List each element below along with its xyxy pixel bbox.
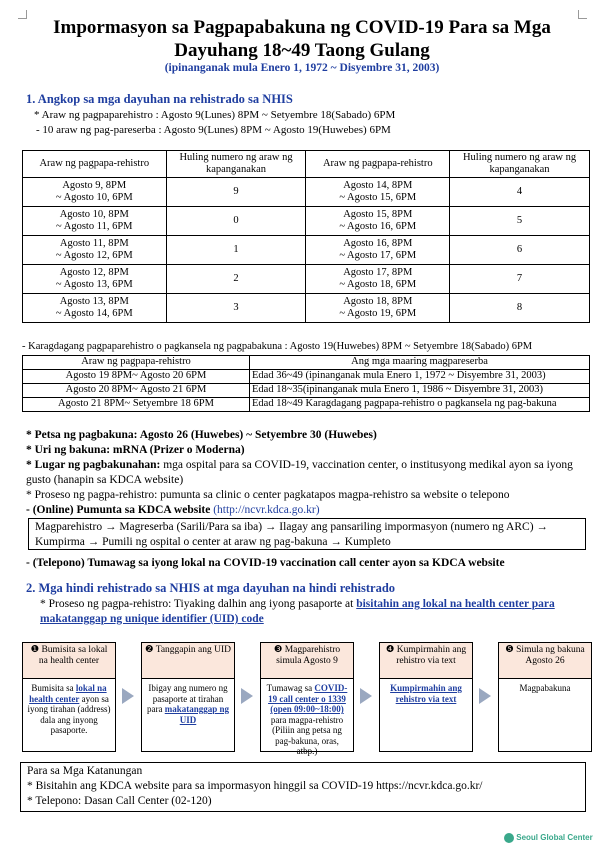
arrow-right-icon [360,688,372,704]
table-cell [306,207,450,236]
inquiries-box [20,762,586,812]
step-link: Kumpirmahin ang rehistro via text [390,683,462,704]
table-cell [450,236,590,265]
step-heading: ❷ Tanggapin ang UID [142,643,234,679]
table-cell [450,207,590,236]
logo-icon [504,833,514,843]
step-5 [498,642,592,752]
cell-text: 3 [233,301,239,313]
table-cell [166,236,306,265]
table-header: Araw ng pagpapa-rehistro [23,151,167,178]
step-body [23,679,115,740]
step-3 [260,642,354,756]
table-cell [23,265,167,294]
table-cell [23,370,250,384]
cell-text: Agosto 17, 8PM [343,266,413,278]
cell-text: Agosto 15, 8PM [343,208,413,220]
cell-text: 7 [516,272,523,284]
table-header: Araw ng pagpapa-rehistro [306,151,450,178]
kdca-link[interactable]: (http://ncvr.kdca.go.kr) [213,504,320,516]
vaccine-info [26,428,586,518]
registration-period: * Araw ng pagpaparehistro : Agosto 9(Lunes) 8PM ~ Setyembre 18(Sabado) 6PM [34,109,396,121]
cell-text: ~ Agosto 10, 6PM [55,192,133,203]
step-text: Ibigay ang numero ng pasaporte at tirahan para [146,683,228,714]
additional-registration-line: - Karagdagang pagpaparehistro o pagkansela ng pagpabakuna : Agosto 19(Huwebes) 8PM ~ Setyembre 18(Sabado) 6PM [22,341,533,352]
step-text: ayon sa iyong tirahan (address) dala ang inyong pasaporte. [27,693,111,735]
cell-text: 1 [233,243,239,255]
step-text: Bumisita sa [31,683,74,693]
section2-process: * Proseso ng pagpa-rehistro: Tiyaking dalhin ang iyong pasaporte at bisitahin ang lokal na health center para makatanggap ng unique identifier (UID) code [40,598,555,625]
cell-text: 8 [516,301,523,313]
step-4 [379,642,473,752]
step-link: makatanggap ng UID [164,704,229,725]
table-row [23,265,590,294]
cell-text: Agosto 11, 8PM [59,237,129,249]
cell-text: Agosto 12, 8PM [59,266,129,278]
seoul-global-center-logo: Seoul Global Center [504,833,593,843]
table-cell [250,384,590,398]
registration-process: * Proseso ng pagpa-rehistro: pumunta sa clinic o center pagkatapos magpa-rehistro sa website o telepono [26,489,510,501]
cell-text: ~ Agosto 19, 6PM [339,308,417,319]
cell-text: Edad 36~49 (ipinanganak mula Enero 1, 1972 ~ Disyembre 31, 2003) [252,370,546,382]
table-row [23,370,590,384]
table-cell [250,398,590,412]
step-text: Tumawag sa [266,683,313,693]
arrow-right-icon [479,688,491,704]
cell-text: ~ Agosto 14, 6PM [55,308,133,319]
step-heading: ❸ Magparehistro simula Agosto 9 [261,643,353,679]
cell-text: Agosto 18, 8PM [343,295,413,307]
cell-text: Edad 18~35(ipinanganak mula Enero 1, 1986 ~ Disyembre 31, 2003) [252,384,544,396]
table-row [23,294,590,323]
cell-text: ~ Agosto 15, 6PM [339,192,417,203]
step-body [142,679,234,729]
cell-text: Agosto 10, 8PM [59,208,129,220]
table-cell [23,384,250,398]
cell-text: 0 [233,214,239,226]
table-cell [306,178,450,207]
corner-mark [578,10,587,19]
section2-heading: 2. Mga hindi rehistrado sa NHIS at mga dayuhan na hindi rehistrado [26,581,396,595]
arrow-right-icon [122,688,134,704]
health-center-link[interactable]: bisitahin ang lokal na health center para makatanggap ng unique identifier (UID) code [40,598,555,625]
cell-text: 5 [516,214,523,226]
table-cell [450,294,590,323]
table-cell [306,294,450,323]
table-cell [23,236,167,265]
cell-text: Agosto 19 8PM~ Agosto 20 6PM [65,370,207,382]
page-title: Impormasyon sa Pagpapabakuna ng COVID-19 Para sa Mga Dayuhang 18~49 Taong Gulang [53,17,551,61]
step-1 [22,642,116,752]
section1-heading: 1. Angkop sa mga dayuhan na rehistrado sa NHIS [26,92,293,106]
table-cell [23,294,167,323]
step-2 [141,642,235,752]
cell-text: 6 [516,243,523,255]
cell-text: Agosto 16, 8PM [343,237,413,249]
step-body [380,679,472,708]
table-row [23,178,590,207]
table-row [23,207,590,236]
registration-schedule-table [22,150,590,323]
phone-registration: - (Telepono) Tumawag sa iyong lokal na COVID-19 vaccination call center ayon sa KDCA website [26,557,505,569]
additional-registration-table [22,355,590,412]
online-flow-box: Magparehistro → Magreserba (Sarili/Para sa iba) → Ilagay ang pansariling impormasyon (numero ng ARC) → Kumpirma → Pumili ng ospital o center at araw ng pag-bakuna → Kumpleto [28,518,586,550]
cell-text: ~ Agosto 18, 6PM [339,279,417,290]
table-cell [166,178,306,207]
cell-text: Edad 18~49 Karagdagang pagpapa-rehistro o pagkansela ng pag-bakuna [252,398,557,410]
table-cell [23,398,250,412]
cell-text: ~ Agosto 12, 6PM [55,250,133,261]
table-cell [250,370,590,384]
cell-text: Agosto 20 8PM~ Agosto 21 6PM [65,384,207,396]
vaccination-date: * Petsa ng pagbakuna: Agosto 26 (Huwebes) ~ Setyembre 30 (Huwebes) [26,429,377,441]
arrow-right-icon [241,688,253,704]
corner-mark [18,10,27,19]
step-heading: ❺ Simula ng bakuna Agosto 26 [499,643,591,679]
table-cell [306,265,450,294]
cell-text: ~ Agosto 11, 6PM [56,221,133,232]
steps-flow [22,642,590,756]
cell-text: Agosto 21 8PM~ Setyembre 18 6PM [58,398,214,410]
table-cell [450,265,590,294]
inquiries-title: Para sa Mga Katanungan [27,765,143,777]
cell-text: 4 [516,185,523,197]
cell-text: Agosto 9, 8PM [62,179,127,191]
step-body [261,679,353,761]
table-header: Huling numero ng araw ng kapanganakan [450,151,590,178]
cell-text: ~ Agosto 17, 6PM [339,250,417,261]
cell-text: 2 [233,272,239,284]
table-cell [306,236,450,265]
table-cell [23,207,167,236]
table-row [23,398,590,412]
table-cell [166,207,306,236]
vaccination-place: * Lugar ng pagbakunahan: mga ospital para sa COVID-19, vaccination center, o institusyong medikal ayon sa iyong gusto (hanapin sa KDCA website) [26,459,573,486]
step-text: Magpabakuna [519,683,571,693]
step-heading: ❶ Bumisita sa lokal na health center [23,643,115,679]
step-link: lokal na health center [29,683,107,704]
table-header: Huling numero ng araw ng kapanganakan [166,151,306,178]
step-body [499,679,591,698]
cell-text: 9 [233,185,239,197]
cell-text: Agosto 14, 8PM [343,179,413,191]
inquiries-website: * Bisitahin ang KDCA website para sa impormasyon hinggil sa COVID-19 https://ncvr.kdca.go.kr/ [27,780,483,792]
cell-text: ~ Agosto 16, 6PM [339,221,417,232]
table-cell [450,178,590,207]
table-cell [23,178,167,207]
table-cell [166,294,306,323]
cell-text: Agosto 13, 8PM [59,295,129,307]
table-header: Ang mga maaring magpareserba [250,356,590,370]
step-text: para magpa-rehistro (Piliin ang petsa ng pag-bakuna, oras, atbp.) [270,714,344,756]
step-heading: ❹ Kumpirmahin ang rehistro via text [380,643,472,679]
reservation-period: - 10 araw ng pag-pareserba : Agosto 9(Lunes) 8PM ~ Agosto 19(Huwebes) 6PM [36,124,391,136]
table-row [23,384,590,398]
page-subtitle: (ipinanganak mula Enero 1, 1972 ~ Disyembre 31, 2003) [164,62,440,74]
cell-text: ~ Agosto 13, 6PM [55,279,133,290]
inquiries-phone: * Telepono: Dasan Call Center (02-120) [27,795,212,807]
table-cell [166,265,306,294]
table-header: Araw ng pagpapa-rehistro [23,356,250,370]
vaccine-type: * Uri ng bakuna: mRNA (Prizer o Moderna) [26,444,245,456]
online-registration: - (Online) Pumunta sa KDCA website (http://ncvr.kdca.go.kr) [26,504,320,516]
table-row [23,236,590,265]
step-link: COVID-19 call center o 1339 (open 09:00~18:00) [268,683,348,714]
